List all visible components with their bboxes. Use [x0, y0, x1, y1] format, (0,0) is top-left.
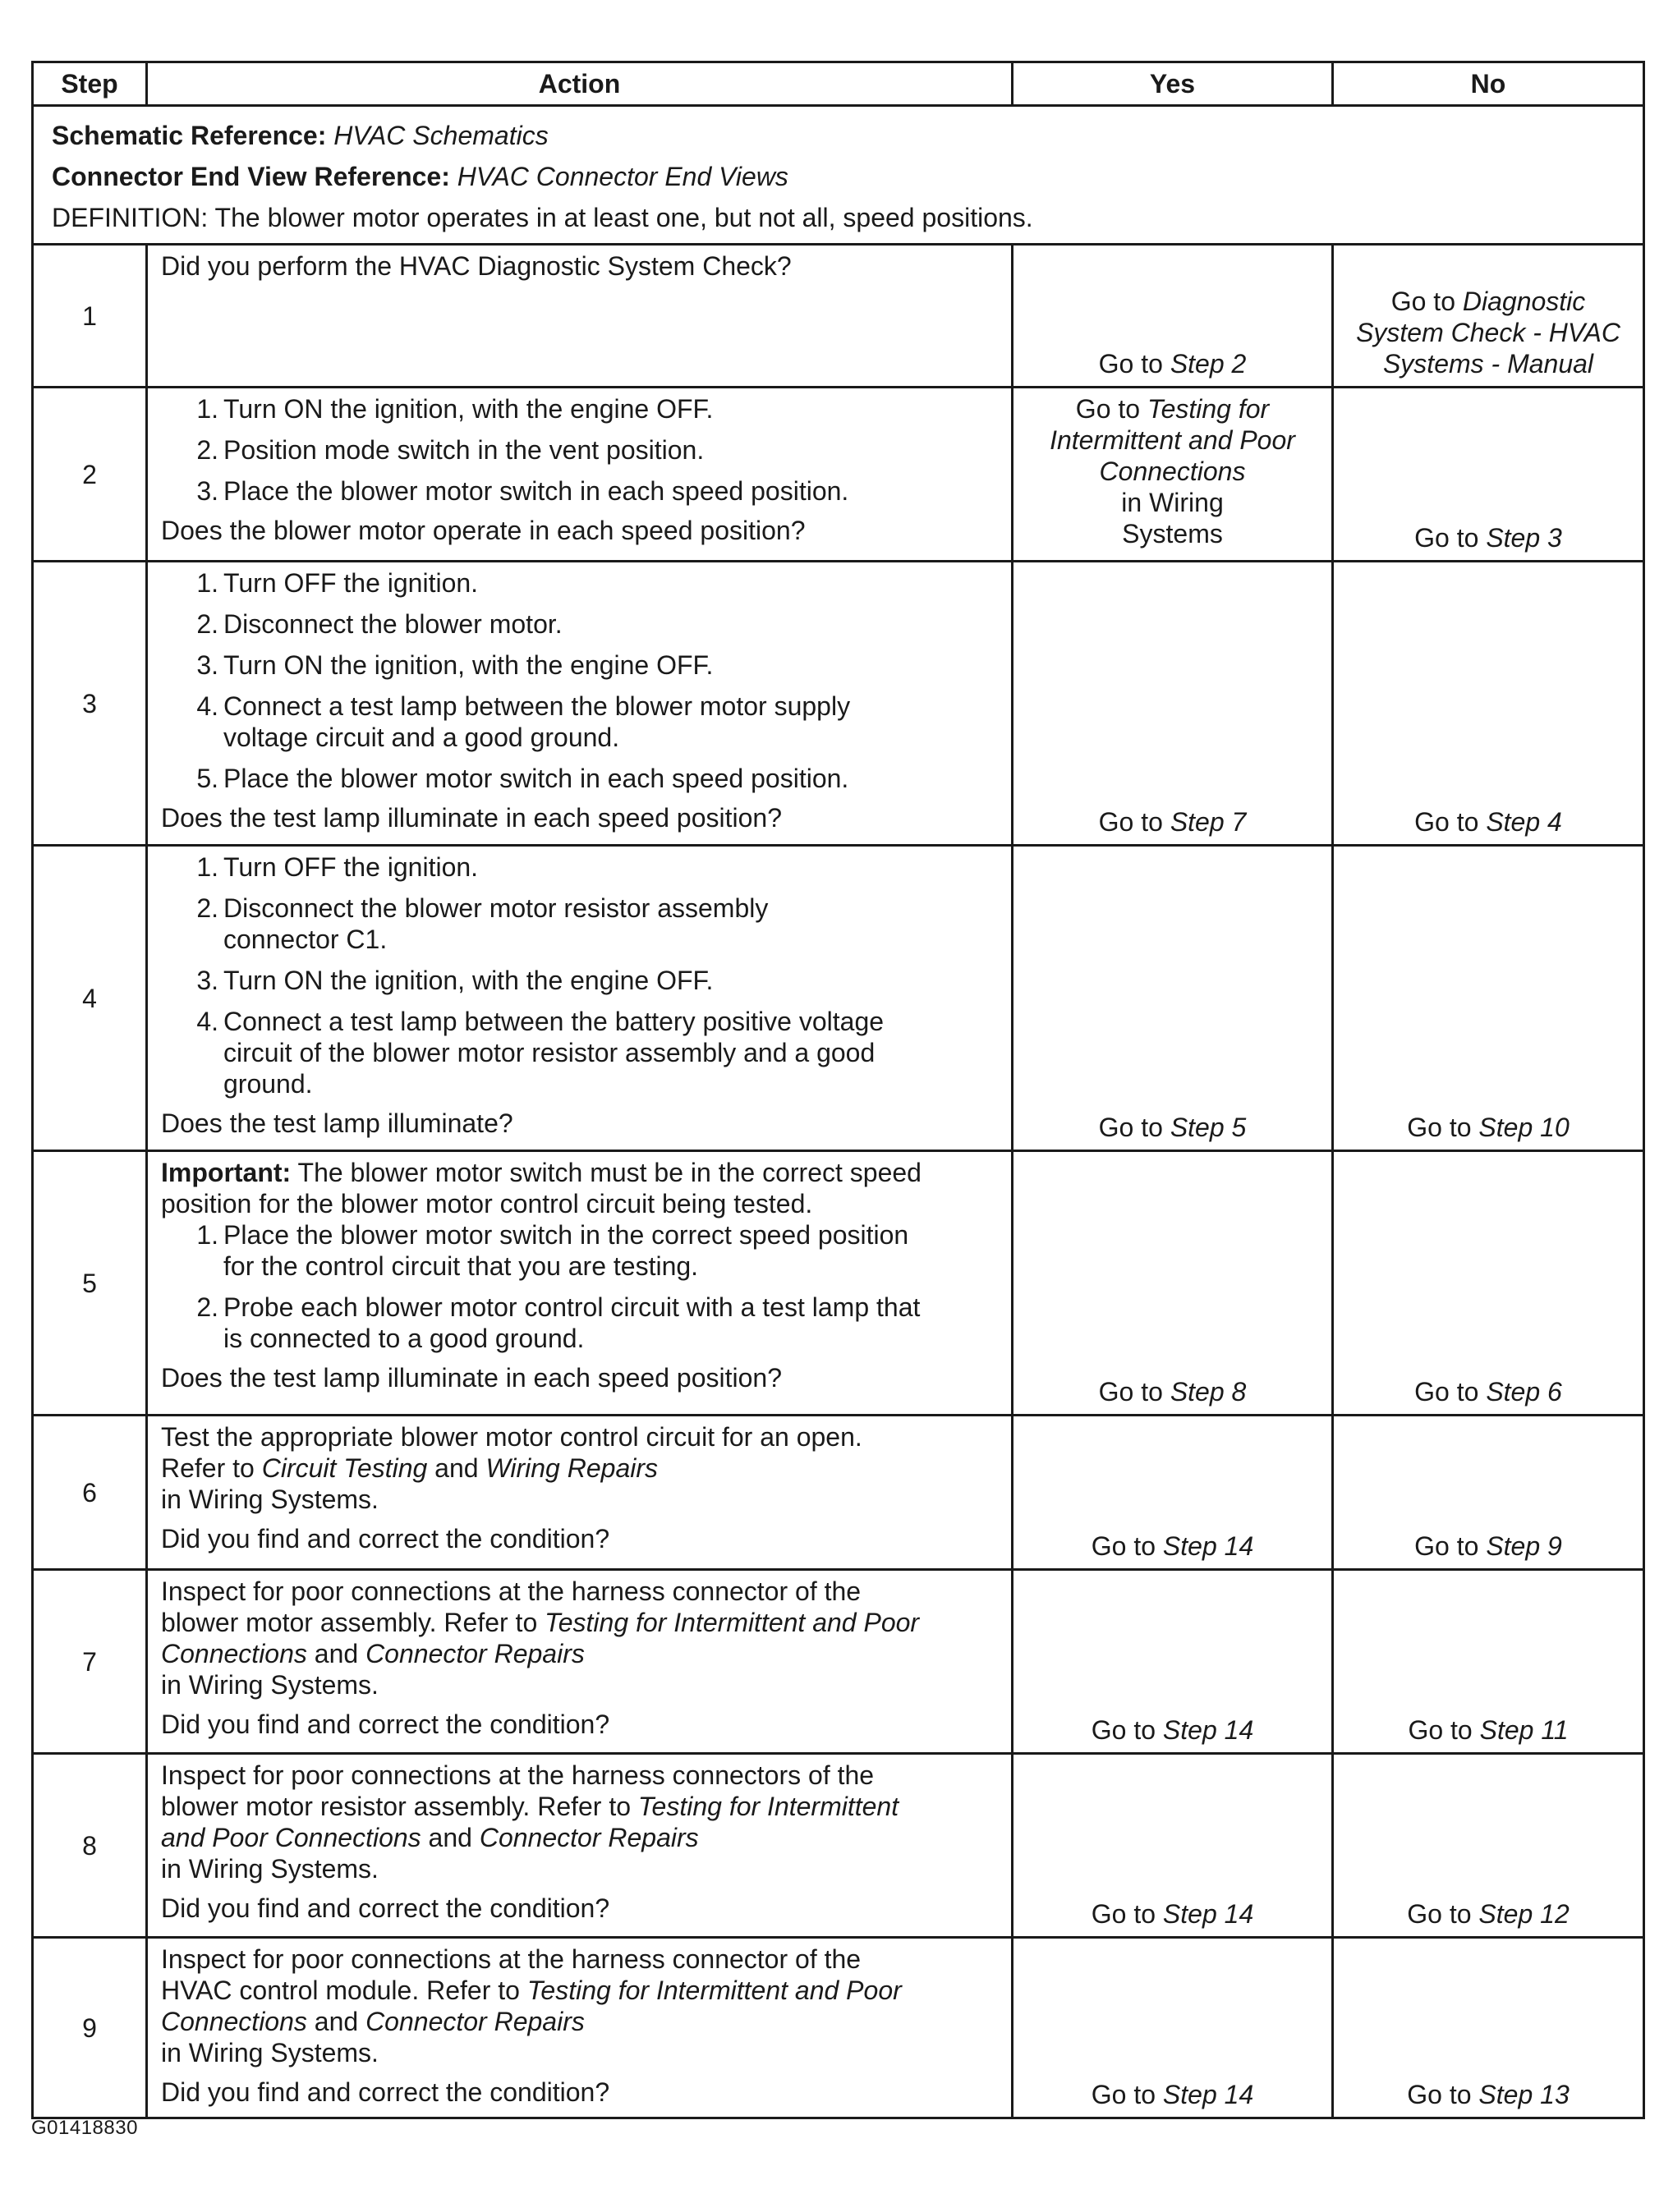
procedure-list	[161, 851, 1000, 1099]
no-cell: Go to Step 11	[1333, 1570, 1644, 1754]
step-action: Inspect for poor connections at the harness connector of the blower motor assembly. Refer to Testing for Intermittent and Poor Connections and Connector Repairs in Wiring Systems. Did you find and correct the condition?	[147, 1570, 1013, 1754]
circuit-testing-link[interactable]: Circuit Testing	[261, 1453, 428, 1483]
go-to-step-link[interactable]: Step 4	[1486, 807, 1562, 837]
yes-cell: Go to Step 7	[1013, 562, 1333, 846]
step-question: Does the blower motor operate in each speed position?	[161, 516, 806, 545]
go-to-step-link[interactable]: Step 8	[1170, 1377, 1247, 1407]
connector-reference-link[interactable]: HVAC Connector End Views	[457, 162, 788, 191]
yes-cell: Go to Testing for Intermittent and Poor Connections in Wiring Systems	[1013, 388, 1333, 562]
procedure-list	[161, 567, 1000, 794]
go-to-step-link[interactable]: Step 12	[1478, 1899, 1570, 1929]
go-to-step-link[interactable]: Step 3	[1486, 523, 1562, 553]
references-row	[33, 106, 1644, 245]
schematic-reference-link[interactable]: HVAC Schematics	[333, 121, 549, 150]
testing-link[interactable]: and Poor Connections	[161, 1823, 421, 1852]
go-to-step-link[interactable]: Step 14	[1162, 1899, 1254, 1929]
testing-link[interactable]: Testing for	[1147, 394, 1270, 424]
no-cell: Go to Step 12	[1333, 1754, 1644, 1938]
no-cell: Go to Step 9	[1333, 1416, 1644, 1570]
table-row	[33, 846, 1644, 1151]
yes-cell: Go to Step 5	[1013, 846, 1333, 1151]
step-question: Did you find and correct the condition?	[161, 2077, 610, 2107]
table-row	[33, 1151, 1644, 1416]
testing-link[interactable]: Connections	[161, 1639, 307, 1668]
go-to-step-link[interactable]: Step 6	[1486, 1377, 1562, 1407]
diagnostic-table	[31, 61, 1645, 2119]
step-question: Did you perform the HVAC Diagnostic System Check?	[161, 251, 792, 281]
list-item: 4. Connect a test lamp between the battery positive voltage circuit of the blower motor resistor assembly and a good ground.	[196, 1007, 885, 1099]
go-to-step-link[interactable]: Step 9	[1486, 1531, 1562, 1561]
list-item: 3. Turn ON the ignition, with the engine OFF.	[196, 650, 714, 680]
no-cell: Go to Diagnostic System Check - HVAC Systems - Manual	[1333, 245, 1644, 388]
references-cell	[33, 106, 1644, 245]
step-action	[147, 388, 1013, 562]
no-cell: Go to Step 3	[1333, 388, 1644, 562]
yes-cell: Go to Step 2	[1013, 245, 1333, 388]
yes-cell: Go to Step 14	[1013, 1938, 1333, 2118]
list-item: 1. Place the blower motor switch in the correct speed position for the control circuit that you are testing.	[196, 1220, 909, 1281]
go-to-step-link[interactable]: Step 2	[1170, 349, 1247, 379]
step-question: Does the test lamp illuminate in each speed position?	[161, 1363, 782, 1393]
connector-reference-label: Connector End View Reference:	[52, 162, 450, 191]
list-item: 2. Disconnect the blower motor resistor assembly connector C1.	[196, 893, 769, 954]
diagnostic-page	[31, 61, 1643, 2119]
step-action	[147, 562, 1013, 846]
go-to-step-link[interactable]: Step 7	[1170, 807, 1247, 837]
diagnostic-check-link[interactable]: Diagnostic	[1462, 287, 1586, 316]
step-number: 4	[33, 846, 147, 1151]
connector-repairs-link[interactable]: Connector Repairs	[365, 2007, 585, 2036]
schematic-reference	[52, 115, 1625, 156]
procedure-list	[161, 393, 1000, 507]
header-step: Step	[33, 62, 147, 106]
testing-link[interactable]: Testing for Intermittent and Poor	[526, 1976, 902, 2005]
list-item: 1. Turn OFF the ignition.	[196, 852, 479, 882]
list-item: 2. Probe each blower motor control circuit with a test lamp that is connected to a good ground.	[196, 1292, 921, 1353]
table-row	[33, 562, 1644, 846]
go-to-step-link[interactable]: Step 11	[1479, 1715, 1569, 1745]
list-item: 3. Place the blower motor switch in each speed position.	[196, 476, 849, 506]
testing-link[interactable]: Testing for Intermittent	[637, 1792, 899, 1821]
go-to-step-link[interactable]: Step 14	[1162, 1715, 1254, 1745]
yes-cell: Go to Step 14	[1013, 1754, 1333, 1938]
list-item: 2. Position mode switch in the vent position.	[196, 435, 705, 465]
step-number: 9	[33, 1938, 147, 2118]
header-no: No	[1333, 62, 1644, 106]
no-cell: Go to Step 10	[1333, 846, 1644, 1151]
table-row	[33, 245, 1644, 388]
yes-cell: Go to Step 14	[1013, 1416, 1333, 1570]
step-action: Inspect for poor connections at the harness connectors of the blower motor resistor assembly. Refer to Testing for Intermittent and Poor Connections and Connector Repairs in Wiring Systems. Did you find and correct the condition?	[147, 1754, 1013, 1938]
diagnostic-check-link[interactable]: System Check - HVAC	[1356, 318, 1620, 347]
no-cell: Go to Step 6	[1333, 1151, 1644, 1416]
header-yes: Yes	[1013, 62, 1333, 106]
table-header-row	[33, 62, 1644, 106]
step-question: Did you find and correct the condition?	[161, 1524, 610, 1553]
definition-text: DEFINITION: The blower motor operates in at least one, but not all, speed positions.	[52, 203, 1033, 232]
diagnostic-check-link[interactable]: Systems - Manual	[1382, 349, 1594, 379]
list-item: 5. Place the blower motor switch in each speed position.	[196, 764, 849, 793]
step-question: Did you find and correct the condition?	[161, 1893, 610, 1923]
important-note: Important: The blower motor switch must be in the correct speed	[161, 1158, 922, 1187]
procedure-list	[161, 1219, 1000, 1354]
schematic-reference-label: Schematic Reference:	[52, 121, 327, 150]
step-action: Inspect for poor connections at the harness connector of the HVAC control module. Refer to Testing for Intermittent and Poor Connections and Connector Repairs in Wiring Systems. Did you find and correct the condition?	[147, 1938, 1013, 2118]
step-question: Does the test lamp illuminate in each speed position?	[161, 803, 782, 833]
no-cell: Go to Step 4	[1333, 562, 1644, 846]
list-item: 2. Disconnect the blower motor.	[196, 609, 563, 639]
no-cell: Go to Step 13	[1333, 1938, 1644, 2118]
testing-link[interactable]: Connections	[161, 2007, 307, 2036]
step-action: Important: The blower motor switch must be in the correct speed position for the blower motor control circuit being tested. 1. Place the blower motor switch in the correct speed position for the control circuit that you are testing. 2. Probe each blower motor control circuit with a test lamp that is connected to a good ground. Does the test lamp illuminate in each speed position?	[147, 1151, 1013, 1416]
step-number: 8	[33, 1754, 147, 1938]
go-to-step-link[interactable]: Step 14	[1162, 1531, 1254, 1561]
testing-link[interactable]: Connections	[1099, 457, 1246, 486]
step-number: 2	[33, 388, 147, 562]
go-to-step-link[interactable]: Step 5	[1170, 1113, 1247, 1142]
list-item: 1. Turn ON the ignition, with the engine OFF.	[196, 394, 714, 424]
wiring-repairs-link[interactable]: Wiring Repairs	[485, 1453, 658, 1483]
yes-cell: Go to Step 8	[1013, 1151, 1333, 1416]
table-row	[33, 388, 1644, 562]
go-to-step-link[interactable]: Step 14	[1162, 2080, 1254, 2109]
step-number: 3	[33, 562, 147, 846]
list-item: 4. Connect a test lamp between the blower motor supply voltage circuit and a good ground.	[196, 691, 851, 752]
list-item: 1. Turn OFF the ignition.	[196, 568, 479, 598]
header-action: Action	[147, 62, 1013, 106]
step-number: 5	[33, 1151, 147, 1416]
go-to-step-link[interactable]: Step 13	[1478, 2080, 1570, 2109]
step-question: Did you find and correct the condition?	[161, 1709, 610, 1739]
step-number: 1	[33, 245, 147, 388]
connector-reference	[52, 156, 1625, 197]
table-row	[33, 1570, 1644, 1754]
step-action	[147, 245, 1013, 388]
table-row	[33, 1416, 1644, 1570]
step-number: 7	[33, 1570, 147, 1754]
connector-repairs-link[interactable]: Connector Repairs	[365, 1639, 585, 1668]
step-action: Test the appropriate blower motor control circuit for an open. Refer to Circuit Testing and Wiring Repairs in Wiring Systems. Did you find and correct the condition?	[147, 1416, 1013, 1570]
yes-cell: Go to Step 14	[1013, 1570, 1333, 1754]
connector-repairs-link[interactable]: Connector Repairs	[479, 1823, 699, 1852]
testing-link[interactable]: Testing for Intermittent and Poor	[545, 1608, 920, 1637]
testing-link[interactable]: Intermittent and Poor	[1050, 425, 1295, 455]
list-item: 3. Turn ON the ignition, with the engine OFF.	[196, 966, 714, 995]
table-row	[33, 1938, 1644, 2118]
go-to-step-link[interactable]: Step 10	[1478, 1113, 1570, 1142]
figure-id: G01418830	[31, 2117, 138, 2139]
table-row	[33, 1754, 1644, 1938]
step-question: Does the test lamp illuminate?	[161, 1108, 513, 1138]
step-number: 6	[33, 1416, 147, 1570]
step-action	[147, 846, 1013, 1151]
